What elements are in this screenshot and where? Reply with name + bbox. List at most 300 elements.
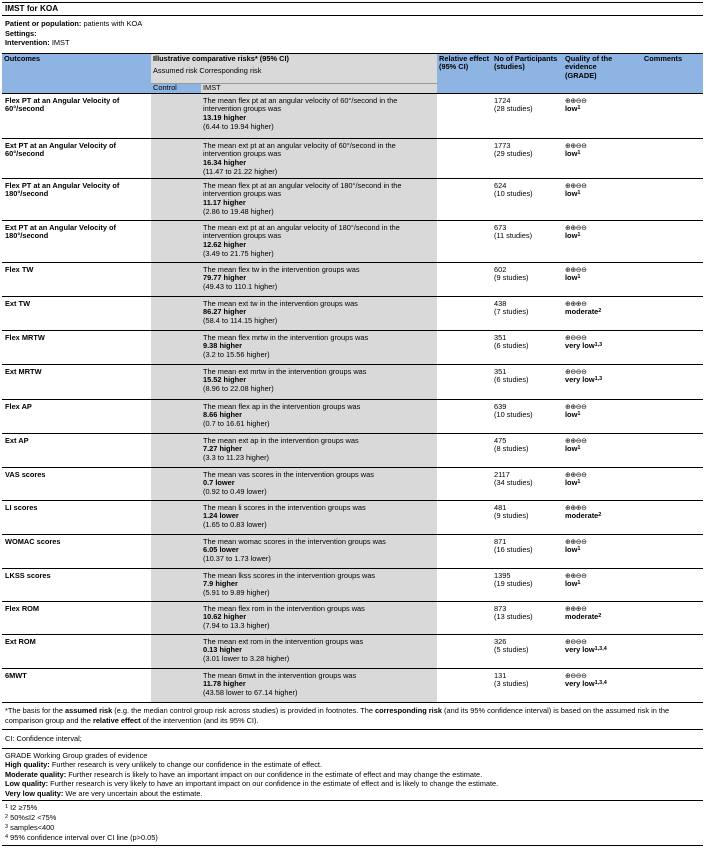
imst-cell [201,364,437,399]
grade-superscript: 1 [577,479,581,486]
note-number: 3 [5,824,9,830]
effect-ci: (6.44 to 19.94 higher) [203,121,274,131]
effect-ci: (49.43 to 110.1 higher) [203,282,278,292]
studies-count: (28 studies) [494,104,533,114]
population-label: Patient or population: [5,19,82,28]
effect-description: The mean flex pt at an angular velocity of 60°/second in the intervention groups was [203,95,398,114]
control-cell [151,399,201,433]
studies-count: (11 studies) [494,231,533,241]
comments-cell [623,138,703,178]
participants-count: 326 [494,636,507,646]
effect-estimate: 86.27 higher [203,307,247,317]
studies-count: (6 studies) [494,341,529,351]
quality-symbols: ⊕⊕⊖⊖ [565,571,587,580]
table-row [2,220,703,262]
quality-symbols: ⊕⊕⊕⊖ [565,299,587,308]
studies-count: (19 studies) [494,579,533,589]
grade-superscript: 1 [577,580,581,587]
grade-high-label: High quality: [5,760,50,769]
grade-label: low [565,545,578,555]
ci-line: CI: Confidence interval; [2,729,703,748]
control-cell [151,601,201,634]
relative-effect-cell [437,296,492,330]
participants-count: 2117 [494,469,510,479]
participants-cell [492,220,563,262]
control-cell [151,138,201,178]
participants-cell [492,364,563,399]
grade-label: moderate [565,612,599,622]
outcome-cell: WOMAC scores [2,534,151,568]
quality-cell [563,220,623,262]
quality-symbols: ⊕⊕⊖⊖ [565,470,587,479]
effect-description: The mean flex tw in the intervention groups was [203,264,360,274]
relative-effect-cell [437,568,492,601]
effect-description: The mean lkss scores in the intervention groups was [203,570,376,580]
footnote-bold1: assumed risk [64,706,113,715]
studies-count: (7 studies) [494,307,529,317]
control-cell [151,668,201,702]
grade-label: very low [565,341,595,351]
comments-cell [623,178,703,220]
effect-estimate: 0.7 lower [203,478,235,488]
effect-ci: (0.7 to 16.61 higher) [203,419,270,429]
intervention-value: IMST [51,38,70,47]
grade-superscript: 1 [577,105,581,112]
comments-cell [623,330,703,364]
studies-count: (3 studies) [494,679,529,689]
footnote-part4: of the intervention (and its 95% CI). [140,716,259,725]
participants-count: 131 [494,670,507,680]
outcome-cell: Ext MRTW [2,364,151,399]
quality-grade [565,150,621,159]
quality-cell [563,93,623,138]
comments-cell [623,467,703,500]
studies-count: (16 studies) [494,545,533,555]
control-cell [151,534,201,568]
note-number: 1 [5,804,9,810]
grade-superscript: 1 [577,232,581,239]
outcome-cell: Ext PT at an Angular Velocity of 180°/second [2,220,151,262]
quality-cell [563,634,623,668]
effect-ci: (5.91 to 9.89 higher) [203,588,270,598]
relative-effect-cell [437,220,492,262]
grade-low-text: Further research is very likely to have an important impact on our confidence in the estimate of effect and is likely to change the estimate. [48,779,499,788]
quality-cell [563,178,623,220]
effect-estimate: 11.17 higher [203,198,246,208]
relative-effect-cell [437,330,492,364]
imst-cell [201,296,437,330]
effect-estimate: 1.24 lower [203,511,239,521]
participants-count: 438 [494,298,507,308]
population-value: patients with KOA [83,19,143,28]
table-notes [2,800,703,846]
participants-count: 475 [494,435,507,445]
effect-ci: (0.92 to 0.49 lower) [203,487,267,497]
quality-grade [565,580,621,589]
control-cell [151,296,201,330]
participants-count: 1724 [494,95,511,105]
quality-grade [565,105,621,114]
studies-count: (10 studies) [494,410,533,420]
grade-moderate-label: Moderate quality: [5,769,67,779]
effect-description: The mean li scores in the intervention groups was [203,502,366,512]
comments-cell [623,364,703,399]
quality-cell [563,534,623,568]
effect-description: The mean flex pt at an angular velocity of 180°/second in the intervention groups was [203,180,402,199]
table-title: IMST for KOA [2,2,703,16]
outcome-cell: VAS scores [2,467,151,500]
control-cell [151,93,201,138]
participants-count: 481 [494,502,507,512]
grade-superscript: 2 [598,308,602,315]
outcome-cell: Flex ROM [2,601,151,634]
participants-count: 1773 [494,140,511,150]
effect-estimate: 0.13 higher [203,645,243,655]
footnote-part1: *The basis for the [5,706,65,715]
grade-verylow-text: We are very uncertain about the estimate. [63,788,203,798]
effect-description: The mean ext ap in the intervention groups was [203,435,359,445]
effect-description: The mean flex rom in the intervention groups was [203,603,365,613]
quality-grade [565,232,621,241]
note-number: 2 [5,814,9,820]
outcome-cell: Ext ROM [2,634,151,668]
studies-count: (6 studies) [494,375,529,385]
grade-superscript: 1,3 [594,342,603,349]
comments-cell [623,601,703,634]
quality-grade [565,342,621,351]
grade-superscript: 1 [577,411,581,418]
imst-cell [201,330,437,364]
quality-grade [565,445,621,454]
quality-symbols: ⊕⊖⊖⊖ [565,637,587,646]
outcome-cell: Flex TW [2,262,151,296]
col-comments: Comments [623,53,703,93]
participants-count: 624 [494,180,507,190]
comments-cell [623,568,703,601]
control-cell [151,500,201,534]
table-row [2,500,703,534]
outcome-cell: Ext PT at an Angular Velocity of 60°/second [2,138,151,178]
col-outcomes: Outcomes [2,53,151,83]
grade-label: very low [565,679,595,689]
effect-ci: (1.65 to 0.83 lower) [203,520,267,530]
risk-footnote [2,702,703,729]
grade-superscript: 1,3,4 [594,680,607,687]
relative-effect-cell [437,93,492,138]
participants-cell [492,634,563,668]
col-relative-effect: Relative effect (95% CI) [437,53,492,93]
effect-estimate: 15.52 higher [203,375,247,385]
note-text: 95% confidence interval over CI line (p>0.05) [10,833,158,842]
control-cell [151,467,201,500]
studies-count: (10 studies) [494,189,533,199]
footnote-bold2: corresponding risk [375,706,442,715]
grade-superscript: 1 [577,445,581,452]
effect-ci: (2.86 to 19.48 higher) [203,206,274,216]
table-row [2,467,703,500]
imst-cell [201,500,437,534]
relative-effect-cell [437,262,492,296]
quality-cell [563,433,623,467]
imst-cell [201,634,437,668]
quality-symbols: ⊕⊕⊖⊖ [565,537,587,546]
imst-cell [201,568,437,601]
outcome-cell: LI scores [2,500,151,534]
comments-cell [623,668,703,702]
effect-estimate: 9.38 higher [203,341,243,351]
quality-symbols: ⊕⊕⊖⊖ [565,223,587,232]
table-note [5,823,700,833]
grade-moderate-text: Further research is likely to have an important impact on our confidence in the estimate of effect and may change the estimate. [66,769,483,779]
footnote-part3: (and its 95% confidence interval) is based on the assumed risk in the comparison group and the [5,706,670,725]
grade-label: low [565,444,578,454]
participants-cell [492,399,563,433]
quality-grade [565,613,621,622]
control-cell [151,330,201,364]
quality-symbols: ⊕⊕⊖⊖ [565,436,587,445]
grade-label: low [565,189,578,199]
quality-symbols: ⊕⊕⊖⊖ [565,181,587,190]
grade-label: very low [565,645,595,655]
effect-ci: (8.96 to 22.08 higher) [203,384,274,394]
grade-label: low [565,104,578,114]
effect-estimate: 13.19 higher [203,113,247,123]
participants-cell [492,262,563,296]
imst-cell [201,399,437,433]
effect-description: The mean flex ap in the intervention groups was [203,401,361,411]
imst-cell [201,534,437,568]
quality-cell [563,296,623,330]
quality-grade [565,646,621,655]
findings-body [2,93,703,702]
imst-cell [201,93,437,138]
effect-estimate: 11.78 higher [203,679,246,689]
col-control: Control [151,83,201,93]
col-imst: IMST [201,83,437,93]
table-row [2,534,703,568]
effect-description: The mean ext tw in the intervention groups was [203,298,358,308]
effect-description: The mean ext rom in the intervention groups was [203,636,364,646]
quality-cell [563,467,623,500]
participants-count: 673 [494,222,507,232]
quality-symbols: ⊕⊕⊖⊖ [565,265,587,274]
studies-count: (9 studies) [494,273,529,283]
relative-effect-cell [437,138,492,178]
participants-count: 1395 [494,570,511,580]
control-cell [151,364,201,399]
table-row [2,634,703,668]
effect-estimate: 8.66 higher [203,410,243,420]
quality-symbols: ⊕⊖⊖⊖ [565,671,587,680]
effect-ci: (3.49 to 21.75 higher) [203,248,274,258]
grade-label: low [565,410,578,420]
imst-cell [201,262,437,296]
grade-label: very low [565,375,595,385]
table-note [5,833,700,843]
participants-count: 871 [494,536,507,546]
relative-effect-cell [437,534,492,568]
table-row [2,668,703,702]
participants-cell [492,568,563,601]
quality-cell [563,364,623,399]
effect-ci: (3.3 to 11.23 higher) [203,453,270,463]
comments-cell [623,534,703,568]
col-participants: No of Participants (studies) [492,53,563,93]
quality-grade [565,411,621,420]
table-row [2,399,703,433]
relative-effect-cell [437,467,492,500]
grade-label: low [565,579,578,589]
participants-cell [492,178,563,220]
quality-symbols: ⊕⊕⊖⊖ [565,402,587,411]
quality-grade [565,190,621,199]
relative-effect-cell [437,399,492,433]
participants-cell [492,668,563,702]
grade-superscript: 1 [577,546,581,553]
effect-ci: (58.4 to 114.15 higher) [203,316,278,326]
control-cell [151,433,201,467]
relative-effect-cell [437,634,492,668]
quality-grade [565,479,621,488]
quality-grade [565,546,621,555]
effect-estimate: 7.9 higher [203,579,238,589]
relative-effect-cell [437,601,492,634]
grade-label: low [565,273,578,283]
grade-superscript: 1 [577,274,581,281]
control-cell [151,220,201,262]
outcome-cell: Ext AP [2,433,151,467]
grade-superscript: 1,3 [594,376,603,383]
effect-estimate: 7.27 higher [203,444,243,454]
comments-cell [623,634,703,668]
table-row [2,568,703,601]
outcome-cell: Flex PT at an Angular Velocity of 180°/second [2,178,151,220]
effect-description: The mean 6mwt in the intervention groups was [203,670,357,680]
grade-label: moderate [565,511,599,521]
participants-count: 351 [494,366,507,376]
grade-label: low [565,149,578,159]
quality-symbols: ⊕⊕⊕⊖ [565,503,587,512]
imst-cell [201,467,437,500]
grade-high-text: Further research is very unlikely to change our confidence in the estimate of effect. [49,760,322,769]
grade-superscript: 1,3,4 [594,646,607,653]
settings-label: Settings: [5,28,37,38]
effect-estimate: 12.62 higher [203,240,247,250]
quality-grade [565,376,621,385]
quality-grade [565,512,621,521]
effect-ci: (11.47 to 21.22 higher) [203,166,278,176]
quality-symbols: ⊕⊖⊖⊖ [565,333,587,342]
effect-ci: (3.2 to 15.56 higher) [203,350,270,360]
effect-estimate: 6.05 lower [203,545,239,555]
table-row [2,601,703,634]
grade-definitions [2,748,703,801]
relative-effect-cell [437,433,492,467]
imst-cell [201,220,437,262]
relative-effect-cell [437,668,492,702]
table-row [2,364,703,399]
table-note [5,813,700,823]
note-number: 4 [5,834,9,840]
effect-estimate: 16.34 higher [203,158,247,168]
footnote-bold3: relative effect [92,716,141,725]
grade-superscript: 2 [598,613,602,620]
effect-estimate: 10.62 higher [203,612,247,622]
grade-superscript: 1 [577,150,581,157]
quality-cell [563,262,623,296]
control-cell [151,568,201,601]
grade-superscript: 2 [598,512,602,519]
col-outcomes-sub [2,83,151,93]
effect-description: The mean womac scores in the intervention groups was [203,536,386,546]
grade-label: moderate [565,307,599,317]
quality-grade [565,274,621,283]
studies-count: (29 studies) [494,149,533,159]
comments-cell [623,93,703,138]
participants-count: 639 [494,401,507,411]
studies-count: (9 studies) [494,511,529,521]
table-row [2,138,703,178]
comments-cell [623,262,703,296]
participants-cell [492,534,563,568]
footnote-part2: (e.g. the median control group risk across studies) is provided in footnotes. The [112,706,376,715]
effect-description: The mean vas scores in the intervention groups was [203,469,374,479]
table-note [5,803,700,813]
imst-cell [201,178,437,220]
assumed-corresponding-label: Assumed risk Corresponding risk [153,66,262,76]
effect-estimate: 79.77 higher [203,273,247,283]
effect-description: The mean ext pt at an angular velocity of 180°/second in the intervention groups was [203,222,400,241]
effect-ci: (3.01 lower to 3.28 higher) [203,654,290,664]
imst-cell [201,138,437,178]
comments-cell [623,296,703,330]
participants-count: 602 [494,264,507,274]
imst-cell [201,668,437,702]
comments-cell [623,220,703,262]
col-risks [151,53,437,83]
quality-cell [563,330,623,364]
relative-effect-cell [437,500,492,534]
table-row [2,330,703,364]
note-text: samples<400 [10,823,55,832]
participants-count: 873 [494,603,507,613]
relative-effect-cell [437,178,492,220]
control-cell [151,178,201,220]
quality-symbols: ⊕⊕⊖⊖ [565,96,587,105]
participants-cell [492,93,563,138]
outcome-cell: Flex AP [2,399,151,433]
studies-count: (13 studies) [494,612,533,622]
summary-of-findings-sheet [2,2,703,846]
effect-ci: (10.37 to 1.73 lower) [203,554,271,564]
findings-table [2,53,703,703]
note-text: I2 ≥75% [10,803,38,812]
relative-effect-cell [437,364,492,399]
quality-cell [563,138,623,178]
quality-cell [563,500,623,534]
risks-heading: Illustrative comparative risks* (95% CI) [153,53,289,63]
quality-cell [563,568,623,601]
studies-count: (34 studies) [494,478,533,488]
grade-label: low [565,478,578,488]
studies-count: (8 studies) [494,444,529,454]
participants-cell [492,330,563,364]
control-cell [151,634,201,668]
outcome-cell: LKSS scores [2,568,151,601]
outcome-cell: Flex PT at an Angular Velocity of 60°/second [2,93,151,138]
studies-count: (5 studies) [494,645,529,655]
quality-grade [565,308,621,317]
